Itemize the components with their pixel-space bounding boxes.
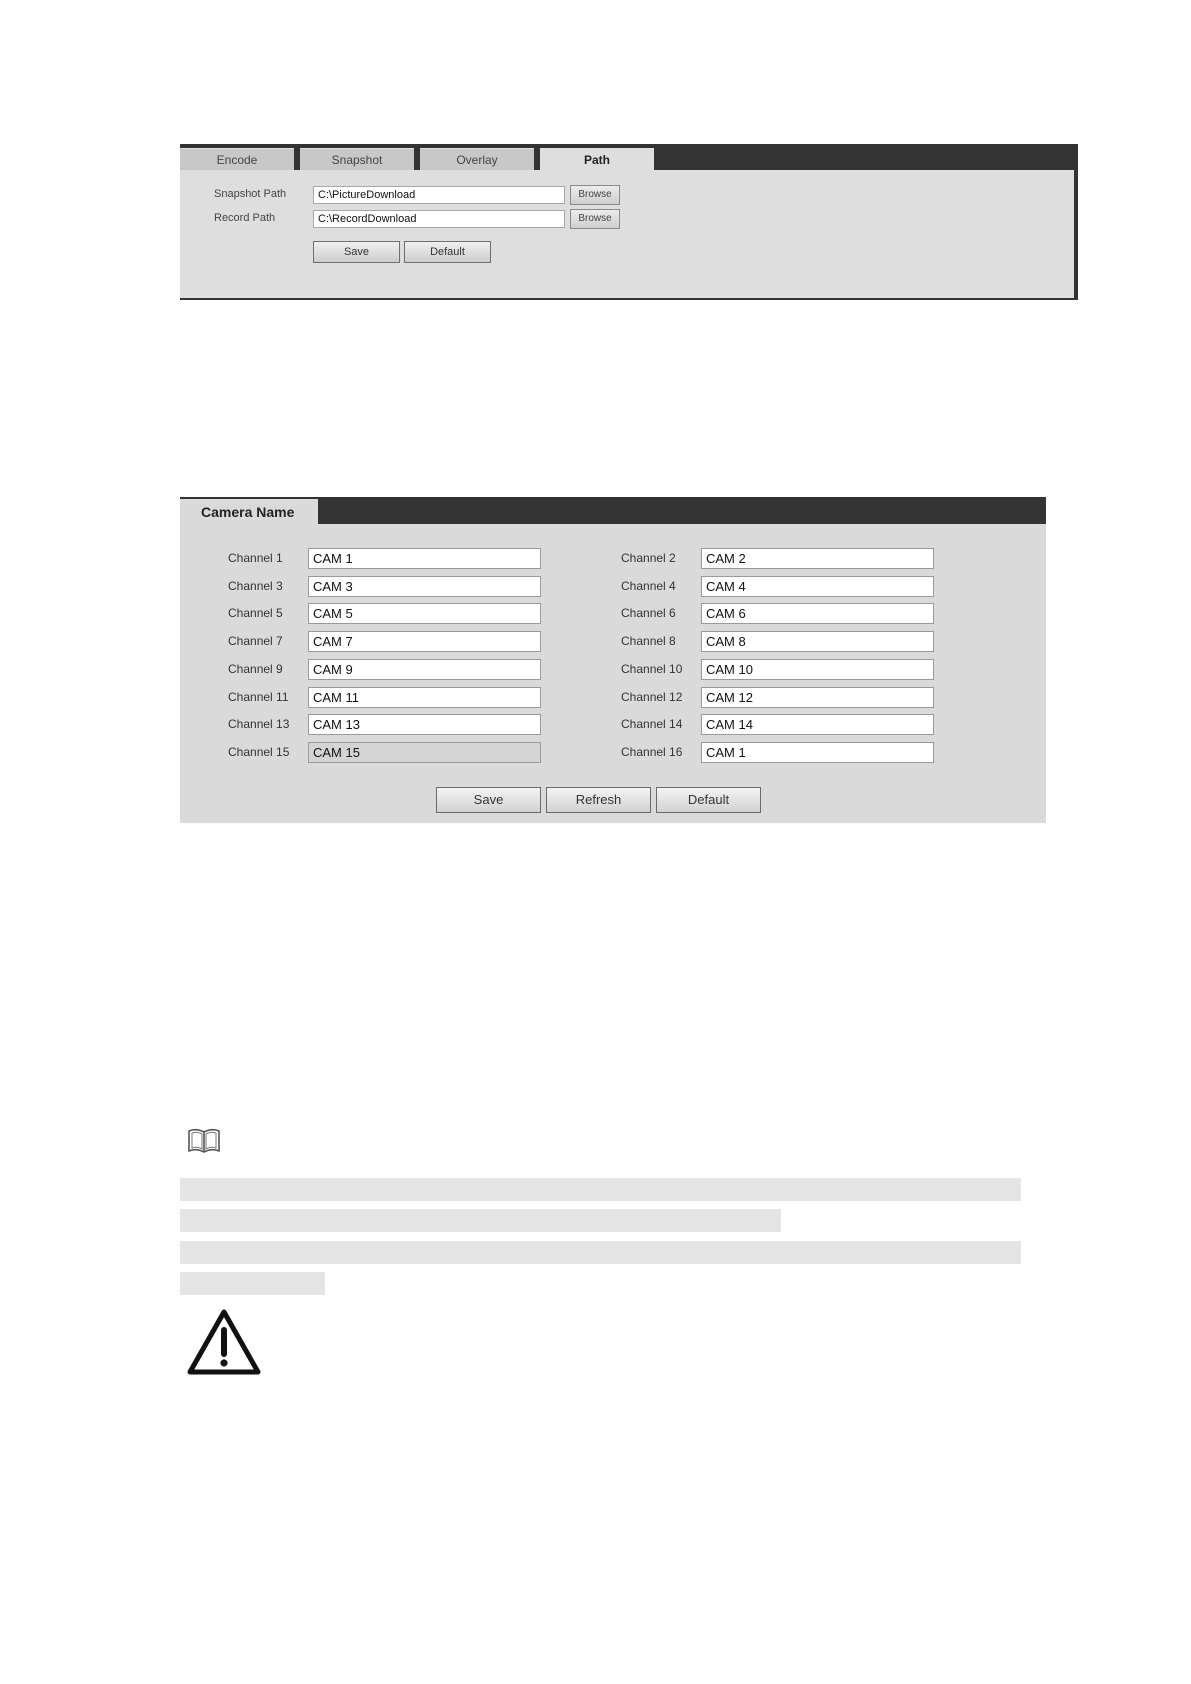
- channel-14-name-input[interactable]: [701, 714, 934, 735]
- channel-4-label: Channel 4: [621, 579, 676, 593]
- channel-16-name-input[interactable]: [701, 742, 934, 763]
- path-settings-panel: [180, 144, 1078, 300]
- tab-encode[interactable]: Encode: [180, 148, 294, 170]
- snapshot-path-input[interactable]: [313, 186, 565, 204]
- tab-snapshot[interactable]: Snapshot: [300, 148, 414, 170]
- channel-10-name-input[interactable]: [701, 659, 934, 680]
- channel-7-name-input[interactable]: [308, 631, 541, 652]
- channel-13-label: Channel 13: [228, 717, 290, 731]
- tab-path[interactable]: Path: [540, 148, 654, 170]
- channel-6-label: Channel 6: [621, 606, 676, 620]
- channel-13-name-input[interactable]: [308, 714, 541, 735]
- channel-8-name-input[interactable]: [701, 631, 934, 652]
- channel-6-name-input[interactable]: [701, 603, 934, 624]
- channel-4-name-input[interactable]: [701, 576, 934, 597]
- save-button[interactable]: Save: [436, 787, 541, 813]
- default-button[interactable]: Default: [404, 241, 491, 263]
- channel-8-label: Channel 8: [621, 634, 676, 648]
- book-note-icon: [186, 1126, 222, 1156]
- record-browse-button[interactable]: Browse: [570, 209, 620, 229]
- channel-11-name-input[interactable]: [308, 687, 541, 708]
- save-button[interactable]: Save: [313, 241, 400, 263]
- channel-5-name-input[interactable]: [308, 603, 541, 624]
- channel-15-label: Channel 15: [228, 745, 290, 759]
- channel-12-name-input[interactable]: [701, 687, 934, 708]
- record-path-input[interactable]: [313, 210, 565, 228]
- text-block: [180, 1209, 781, 1232]
- channel-2-name-input[interactable]: [701, 548, 934, 569]
- channel-16-label: Channel 16: [621, 745, 683, 759]
- refresh-button[interactable]: Refresh: [546, 787, 651, 813]
- channel-9-label: Channel 9: [228, 662, 283, 676]
- text-block: [180, 1272, 325, 1295]
- snapshot-browse-button[interactable]: Browse: [570, 185, 620, 205]
- record-path-label: Record Path: [214, 212, 276, 224]
- channel-1-name-input[interactable]: [308, 548, 541, 569]
- channel-11-label: Channel 11: [228, 690, 289, 704]
- text-block: [180, 1178, 1021, 1201]
- channel-9-name-input[interactable]: [308, 659, 541, 680]
- text-block: [180, 1241, 1021, 1264]
- warning-triangle-icon: [186, 1308, 262, 1376]
- channel-5-label: Channel 5: [228, 606, 283, 620]
- channel-3-name-input[interactable]: [308, 576, 541, 597]
- panel-title: Camera Name: [180, 499, 318, 526]
- channel-7-label: Channel 7: [228, 634, 283, 648]
- snapshot-path-label: Snapshot Path: [214, 188, 287, 200]
- channel-3-label: Channel 3: [228, 579, 283, 593]
- tab-overlay[interactable]: Overlay: [420, 148, 534, 170]
- channel-12-label: Channel 12: [621, 690, 683, 704]
- default-button[interactable]: Default: [656, 787, 761, 813]
- channel-2-label: Channel 2: [621, 551, 676, 565]
- channel-15-name-input: [308, 742, 541, 763]
- channel-14-label: Channel 14: [621, 717, 683, 731]
- camera-name-panel: [180, 497, 1046, 823]
- channel-10-label: Channel 10: [621, 662, 683, 676]
- path-settings-body: [180, 170, 1074, 298]
- channel-1-label: Channel 1: [228, 551, 283, 565]
